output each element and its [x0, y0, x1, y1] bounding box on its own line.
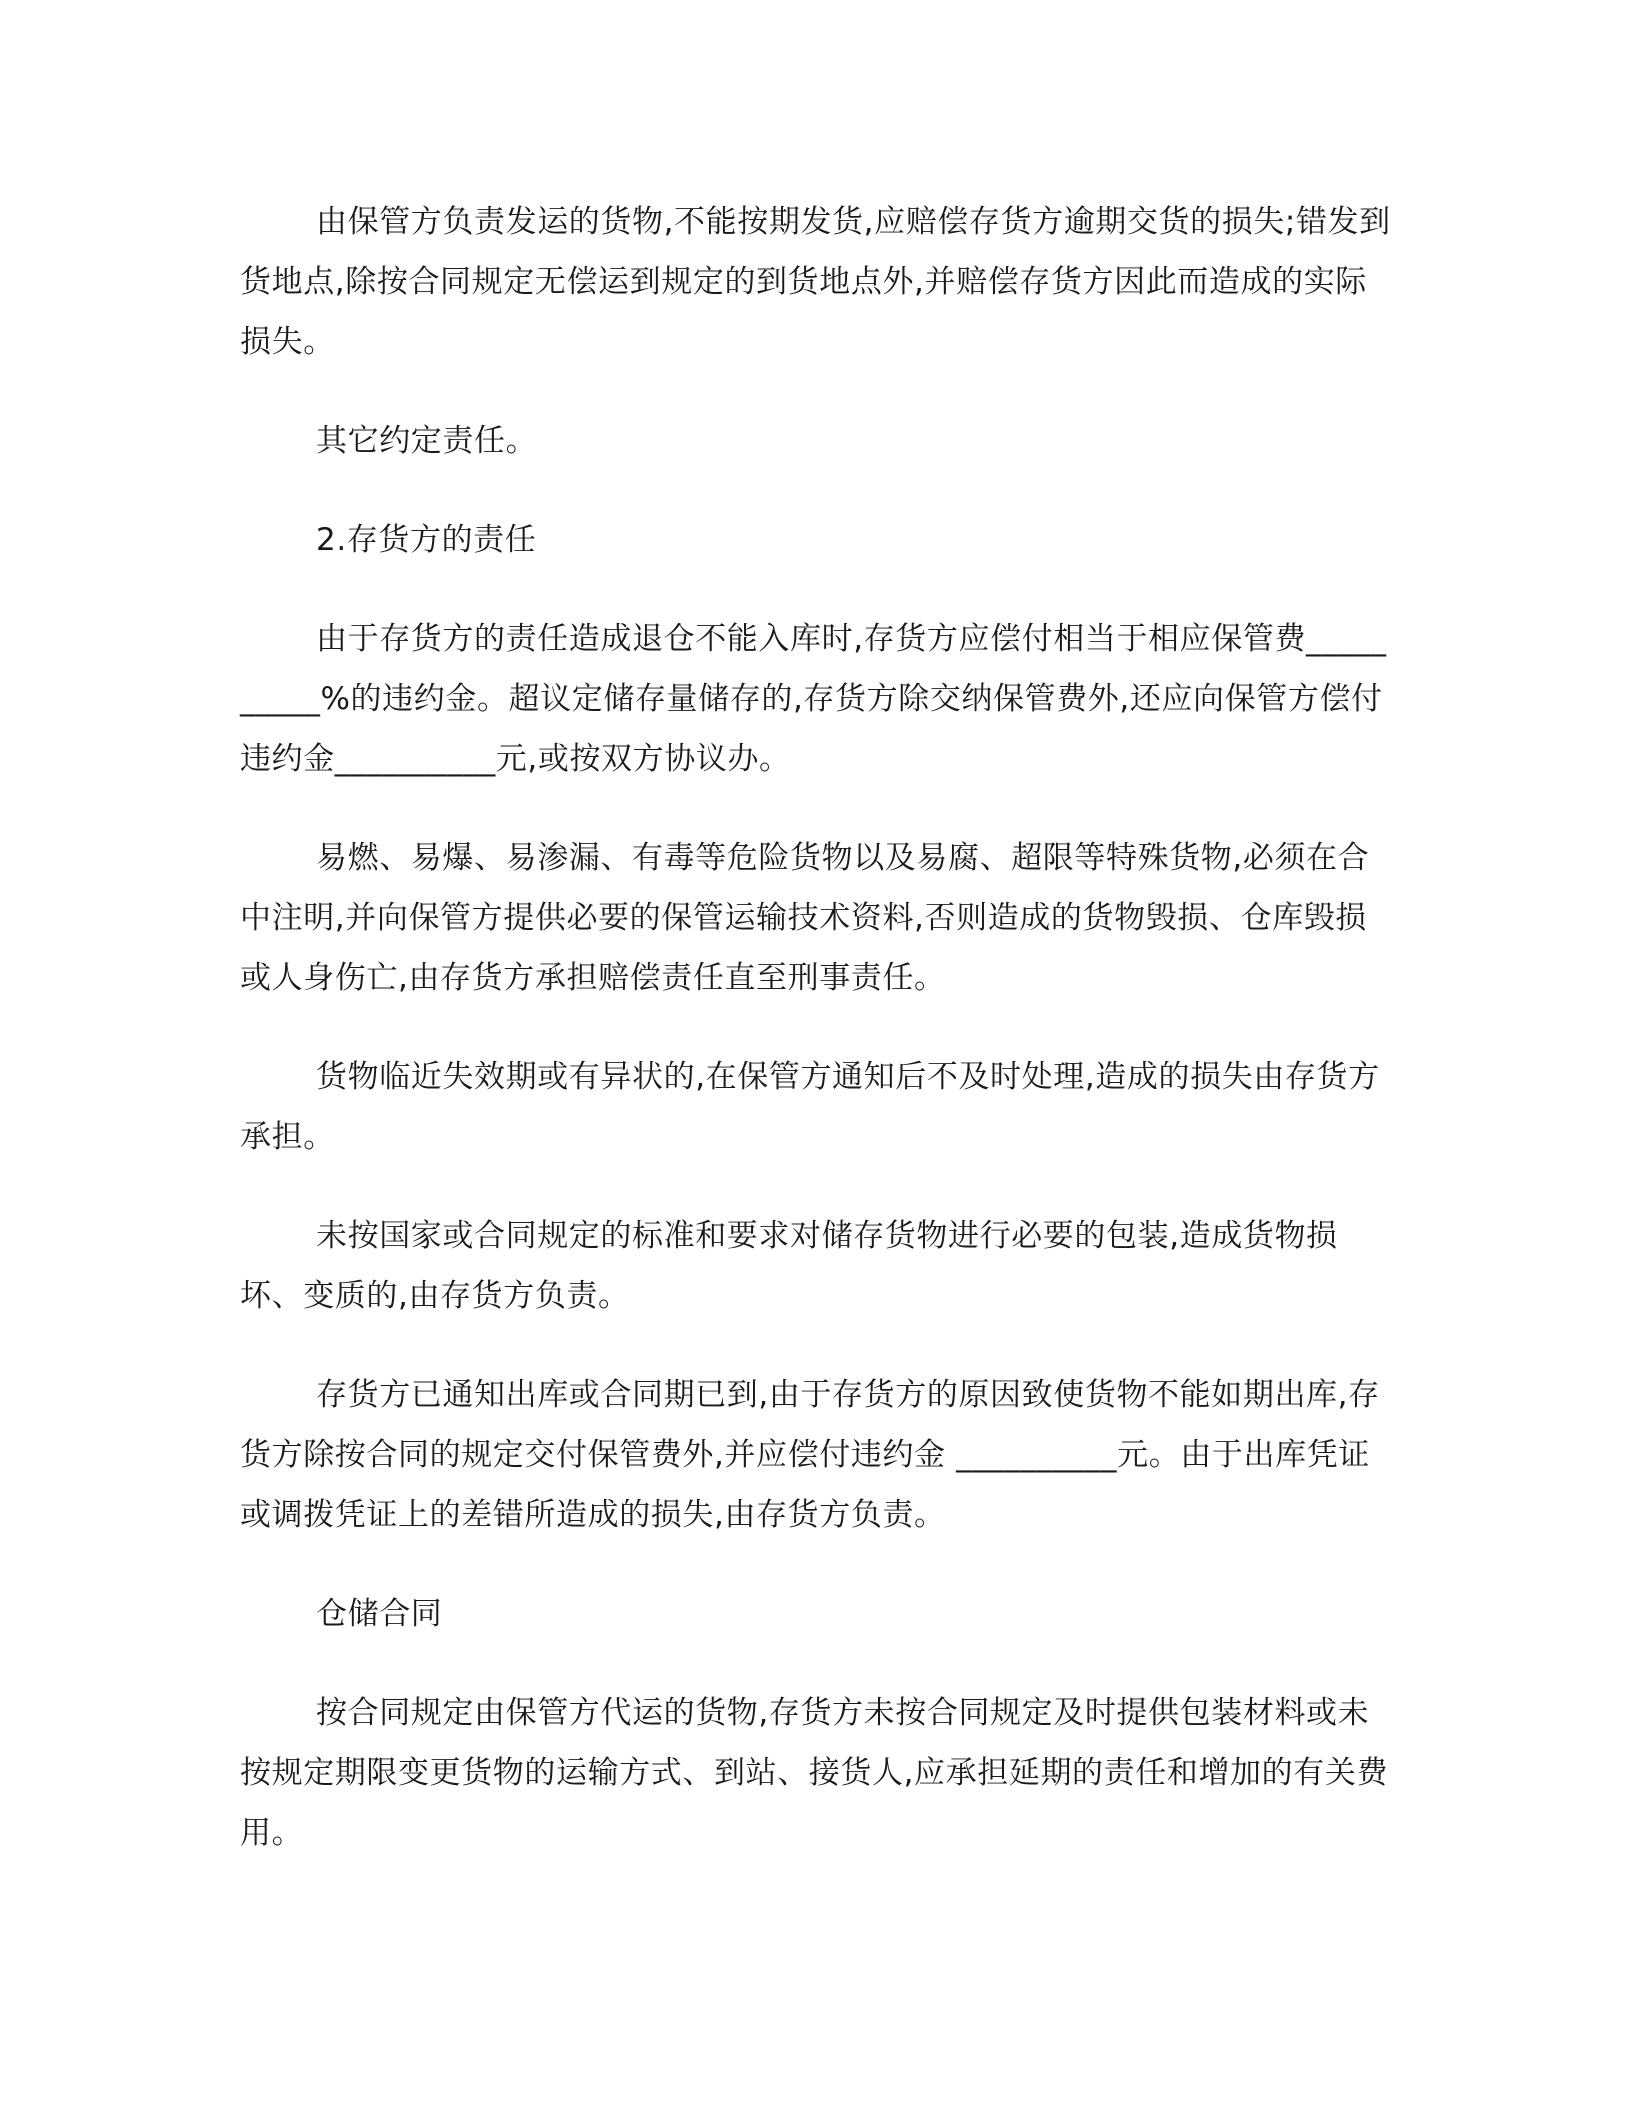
section-heading-depositor-liability: 2.存货方的责任 — [316, 522, 537, 558]
paragraph-custodian-shipping-liability: 由保管方负责发运的货物,不能按期发货,应赔偿存货方逾期交货的损失;错发到货地点,除按合同规定无偿运到规定的到货地点外,并赔偿存货方因此而造成的实际损失。 — [240, 204, 1391, 360]
paragraph-hazardous-goods: 易燃、易爆、易渗漏、有毒等危险货物以及易腐、超限等特殊货物,必须在合中注明,并向保管方提供必要的保管运输技术资料,否则造成的货物毁损、仓库毁损或人身伤亡,由存货方承担赔偿责任直至刑事责任。 — [240, 840, 1370, 996]
paragraph-storage-rejection-penalty: 由于存货方的责任造成退仓不能入库时,存货方应偿付相当于相应保管费__________%的违约金。超议定储存量储存的,存货方除交纳保管费外,还应向保管方偿付违约金__________元,或按双方协议办。 — [240, 621, 1387, 777]
paragraph-spacer — [240, 1167, 1396, 1206]
section-heading-warehouse-contract: 仓储合同 — [316, 1596, 443, 1632]
paragraph-spacer — [240, 372, 1396, 411]
paragraph-spacer — [240, 1326, 1396, 1365]
paragraph-packaging-requirements: 未按国家或合同规定的标准和要求对储存货物进行必要的包装,造成货物损坏、变质的,由存货方负责。 — [240, 1218, 1338, 1314]
paragraph-spacer — [240, 1545, 1396, 1584]
paragraph-spacer — [240, 570, 1396, 609]
paragraph-spacer — [240, 789, 1396, 828]
document-body — [240, 192, 1396, 1863]
paragraph-spacer — [240, 471, 1396, 510]
paragraph-transport-delay-liability: 按合同规定由保管方代运的货物,存货方未按合同规定及时提供包装材料或未按规定期限变更货物的运输方式、到站、接货人,应承担延期的责任和增加的有关费用。 — [240, 1695, 1389, 1851]
paragraph-other-agreed-liability: 其它约定责任。 — [316, 423, 538, 459]
paragraph-expiring-goods: 货物临近失效期或有异状的,在保管方通知后不及时处理,造成的损失由存货方承担。 — [240, 1059, 1380, 1155]
paragraph-delayed-withdrawal: 存货方已通知出库或合同期已到,由于存货方的原因致使货物不能如期出库,存货方除按合同的规定交付保管费外,并应偿付违约金 __________元。由于出库凭证或调拨凭证上的差错所造成的损失,由存货方负责。 — [240, 1377, 1380, 1533]
paragraph-spacer — [240, 1644, 1396, 1683]
paragraph-spacer — [240, 1008, 1396, 1047]
